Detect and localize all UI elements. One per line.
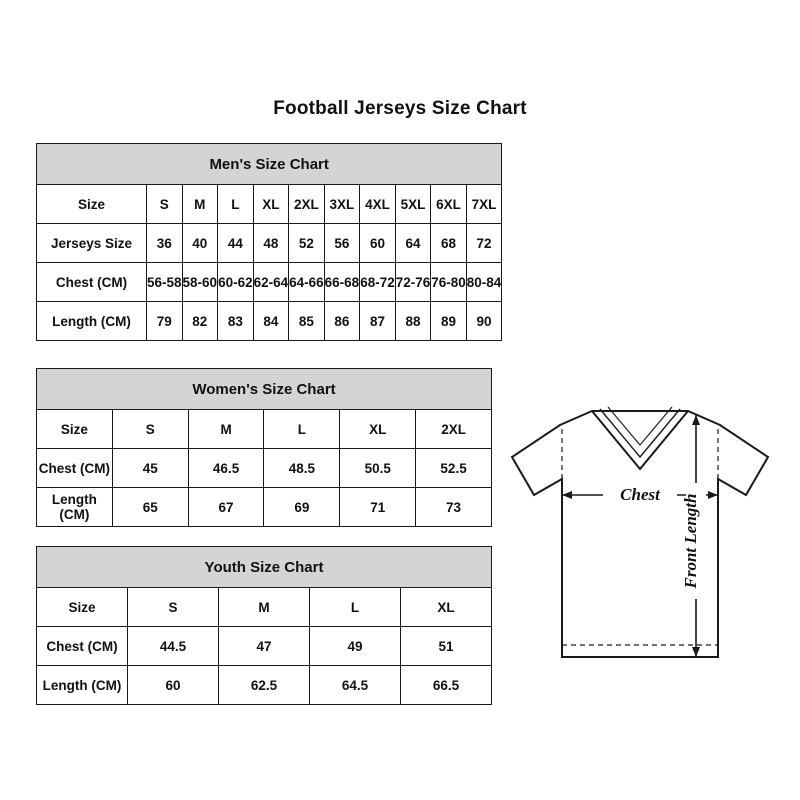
cell: 72-76: [395, 263, 431, 302]
cell: 69: [264, 488, 340, 527]
row-label: Size: [37, 185, 147, 224]
cell: XL: [401, 588, 492, 627]
neck-inner-icon: [600, 409, 680, 457]
jersey-measurement-diagram: [500, 395, 780, 705]
cell: L: [310, 588, 401, 627]
mens-table-heading: Men's Size Chart: [37, 144, 502, 185]
table-header-row: [37, 144, 502, 185]
cell: 66-68: [324, 263, 360, 302]
row-label: Size: [37, 410, 113, 449]
cell: 64: [395, 224, 431, 263]
cell: 72: [466, 224, 502, 263]
cell: 87: [360, 302, 396, 341]
cell: 80-84: [466, 263, 502, 302]
cell: 88: [395, 302, 431, 341]
cell: 66.5: [401, 666, 492, 705]
cell: L: [218, 185, 254, 224]
cell: 50.5: [340, 449, 416, 488]
table-row: [37, 410, 492, 449]
cell: 82: [182, 302, 218, 341]
cell: 51: [401, 627, 492, 666]
cell: 73: [416, 488, 492, 527]
cell: S: [128, 588, 219, 627]
youth-size-chart-section: [36, 546, 492, 705]
womens-size-chart-section: [36, 368, 492, 527]
cell: 67: [188, 488, 264, 527]
cell: 4XL: [360, 185, 396, 224]
chest-arrow-right-icon: [708, 491, 718, 499]
cell: XL: [340, 410, 416, 449]
cell: 89: [431, 302, 467, 341]
table-row: [37, 263, 502, 302]
cell: 62.5: [219, 666, 310, 705]
cell: 44.5: [128, 627, 219, 666]
cell: 7XL: [466, 185, 502, 224]
table-row: [37, 666, 492, 705]
cell: 86: [324, 302, 360, 341]
cell: 71: [340, 488, 416, 527]
cell: 36: [147, 224, 183, 263]
cell: 60: [128, 666, 219, 705]
cell: S: [147, 185, 183, 224]
cell: 62-64: [253, 263, 289, 302]
jersey-svg: [500, 395, 780, 705]
cell: 90: [466, 302, 502, 341]
chest-label: Chest: [620, 485, 660, 504]
cell: 40: [182, 224, 218, 263]
row-label: Length (CM): [37, 488, 113, 527]
table-row: [37, 185, 502, 224]
cell: 49: [310, 627, 401, 666]
cell: 48.5: [264, 449, 340, 488]
front-length-label: Front Length: [681, 493, 700, 589]
row-label: Chest (CM): [37, 449, 113, 488]
shirt-outline-icon: [512, 411, 768, 657]
cell: 65: [112, 488, 188, 527]
row-label: Length (CM): [37, 302, 147, 341]
table-row: [37, 588, 492, 627]
cell: 83: [218, 302, 254, 341]
cell: 68: [431, 224, 467, 263]
cell: 60-62: [218, 263, 254, 302]
cell: 60: [360, 224, 396, 263]
cell: 2XL: [289, 185, 325, 224]
row-label: Length (CM): [37, 666, 128, 705]
cell: 45: [112, 449, 188, 488]
cell: 58-60: [182, 263, 218, 302]
row-label: Jerseys Size: [37, 224, 147, 263]
neck-inner2-icon: [608, 407, 672, 445]
row-label: Chest (CM): [37, 263, 147, 302]
cell: 5XL: [395, 185, 431, 224]
length-arrow-bottom-icon: [692, 647, 700, 657]
cell: 2XL: [416, 410, 492, 449]
cell: 64.5: [310, 666, 401, 705]
womens-size-table: [36, 368, 492, 527]
cell: L: [264, 410, 340, 449]
cell: M: [188, 410, 264, 449]
cell: 52.5: [416, 449, 492, 488]
cell: S: [112, 410, 188, 449]
cell: 56-58: [147, 263, 183, 302]
cell: 68-72: [360, 263, 396, 302]
cell: 84: [253, 302, 289, 341]
table-row: [37, 302, 502, 341]
cell: 44: [218, 224, 254, 263]
youth-table-heading: Youth Size Chart: [37, 547, 492, 588]
mens-size-table: [36, 143, 502, 341]
table-row: [37, 488, 492, 527]
cell: 48: [253, 224, 289, 263]
womens-table-heading: Women's Size Chart: [37, 369, 492, 410]
table-row: [37, 627, 492, 666]
cell: 76-80: [431, 263, 467, 302]
cell: 85: [289, 302, 325, 341]
cell: XL: [253, 185, 289, 224]
cell: 79: [147, 302, 183, 341]
page-title: Football Jerseys Size Chart: [273, 98, 527, 119]
row-label: Size: [37, 588, 128, 627]
cell: 47: [219, 627, 310, 666]
table-header-row: [37, 547, 492, 588]
table-row: [37, 224, 502, 263]
cell: M: [182, 185, 218, 224]
table-header-row: [37, 369, 492, 410]
cell: 3XL: [324, 185, 360, 224]
row-label: Chest (CM): [37, 627, 128, 666]
youth-size-table: [36, 546, 492, 705]
cell: 6XL: [431, 185, 467, 224]
cell: 64-66: [289, 263, 325, 302]
mens-size-chart-section: [36, 143, 764, 341]
cell: 46.5: [188, 449, 264, 488]
chest-arrow-left-icon: [562, 491, 572, 499]
cell: 52: [289, 224, 325, 263]
v-neck-icon: [592, 411, 688, 469]
cell: 56: [324, 224, 360, 263]
table-row: [37, 449, 492, 488]
cell: M: [219, 588, 310, 627]
